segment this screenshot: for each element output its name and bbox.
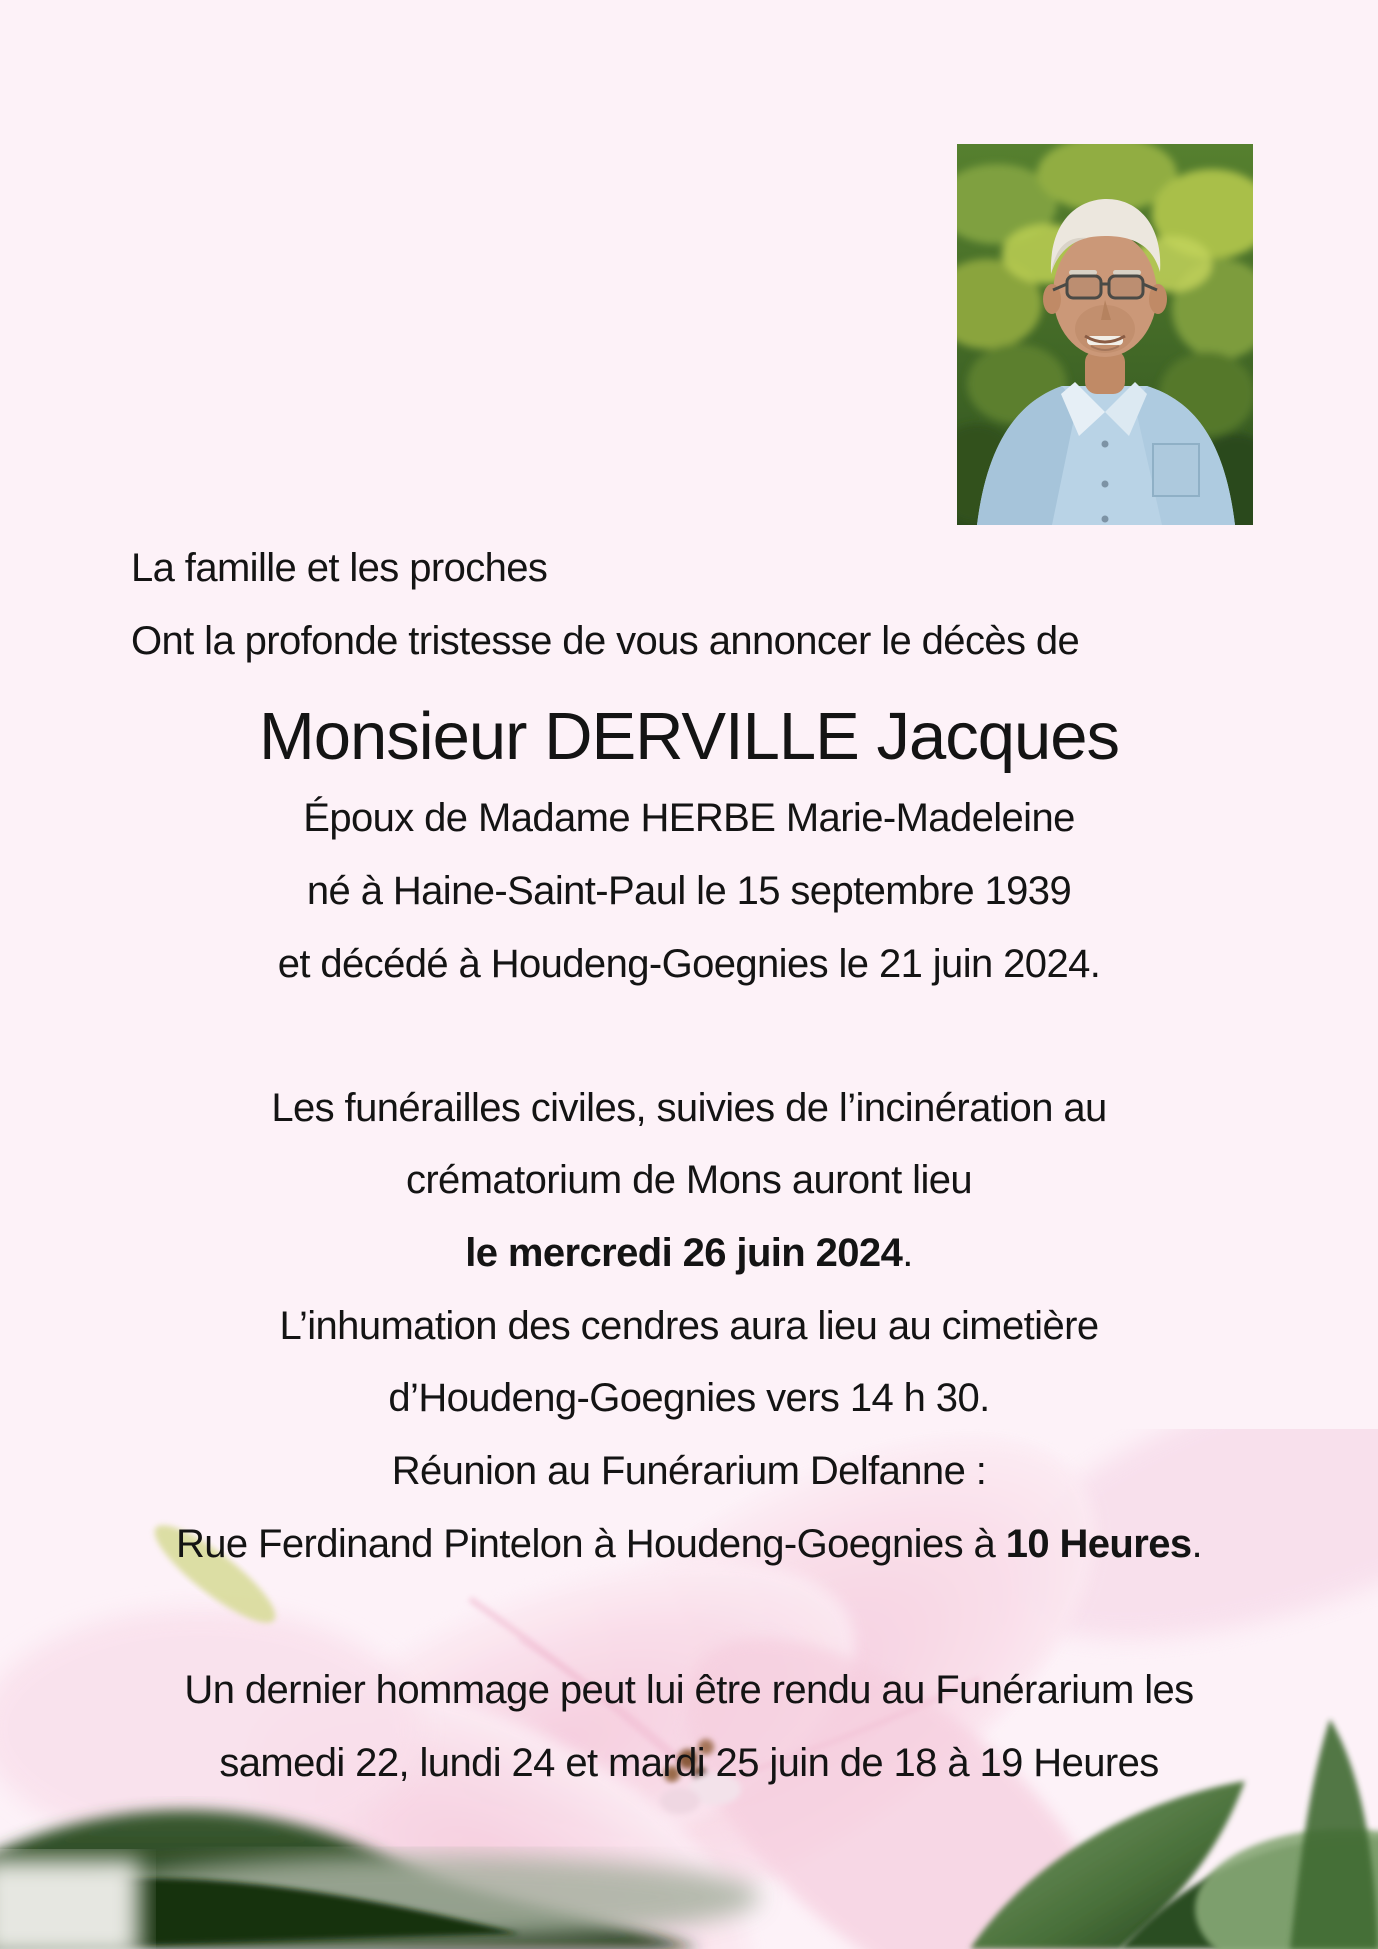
funeral-line-2: crématorium de Mons auront lieu	[405, 1158, 973, 1202]
funeral-line-7-prefix: Rue Ferdinand Pintelon à Houdeng-Goegnies à	[175, 1522, 1006, 1566]
funeral-line-5: d’Houdeng-Goegnies vers 14 h 30.	[388, 1376, 990, 1420]
funeral-line-4: L’inhumation des cendres aura lieu au cimetière	[279, 1304, 1099, 1348]
funeral-line-7	[0, 1522, 1378, 1567]
funeral-line-7-suffix: .	[1191, 1522, 1203, 1566]
death-line: et décédé à Houdeng-Goegnies le 21 juin 2024.	[277, 942, 1101, 986]
funeral-line-6: Réunion au Funérarium Delfanne :	[391, 1449, 987, 1493]
funeral-date-bold: le mercredi 26 juin 2024	[465, 1231, 903, 1275]
spouse-line: Époux de Madame HERBE Marie-Madeleine	[303, 796, 1075, 840]
funeral-date-line	[0, 1231, 1378, 1276]
funeral-line-7-bold: 10 Heures	[1005, 1522, 1192, 1566]
funeral-date-suffix: .	[902, 1231, 913, 1275]
deceased-name: Monsieur DERVILLE Jacques	[258, 699, 1120, 774]
funeral-line-1: Les funérailles civiles, suivies de l’incinération au	[271, 1086, 1107, 1130]
intro-line-1: La famille et les proches	[131, 546, 548, 590]
tribute-line-2: samedi 22, lundi 24 et mardi 25 juin de 18 à 19 Heures	[219, 1741, 1159, 1785]
tribute-line-1: Un dernier hommage peut lui être rendu au Funérarium les	[184, 1668, 1194, 1712]
intro-line-2: Ont la profonde tristesse de vous annoncer le décès de	[131, 619, 1080, 663]
birth-line: né à Haine-Saint-Paul le 15 septembre 1939	[306, 869, 1072, 913]
